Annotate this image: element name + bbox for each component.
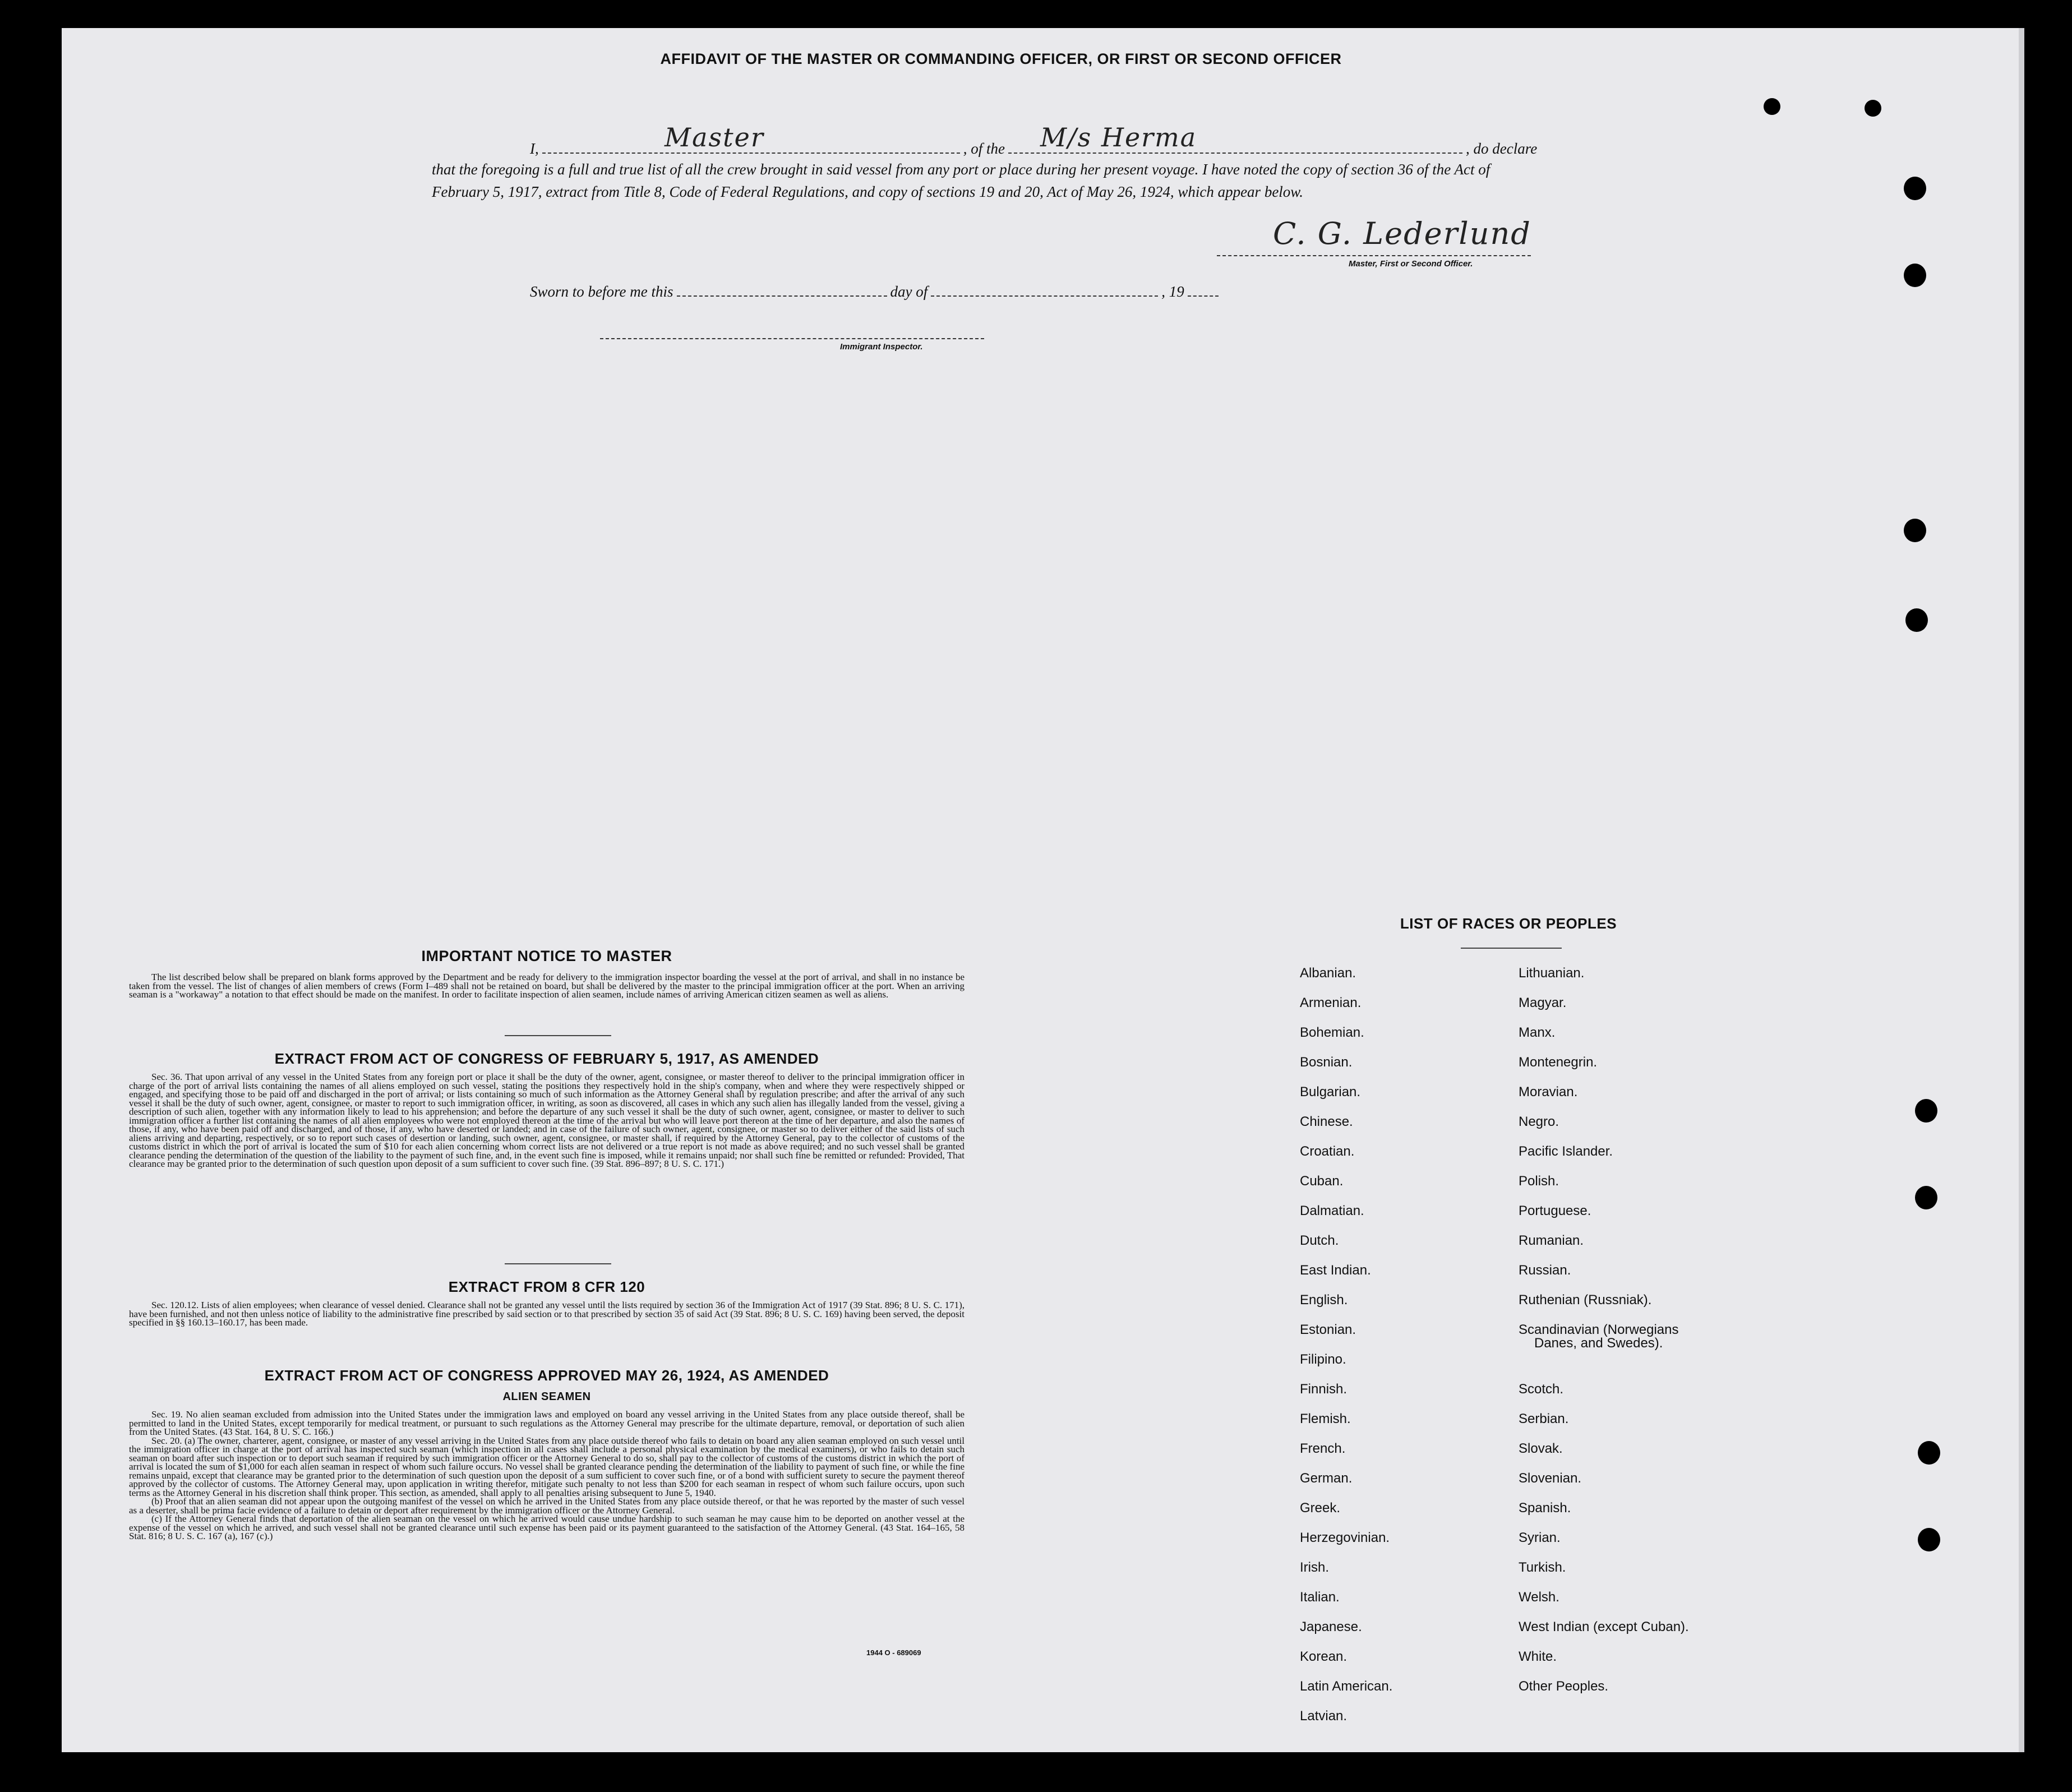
race-item: Korean. xyxy=(1300,1649,1348,1664)
notice-body xyxy=(129,973,965,999)
race-item: Bosnian. xyxy=(1300,1055,1353,1070)
race-item: West Indian (except Cuban). xyxy=(1519,1619,1689,1634)
race-item: Dutch. xyxy=(1300,1233,1339,1248)
races-title: LIST OF RACES OR PEOPLES xyxy=(1400,915,1617,932)
race-item: German. xyxy=(1300,1471,1353,1486)
race-item: English. xyxy=(1300,1292,1348,1308)
affidavit-declare-label: , do declare xyxy=(1466,140,1538,157)
races-left-column xyxy=(1300,966,1392,1738)
sec-20b-text: (b) Proof that an alien seaman did not appear upon the outgoing manifest of the vessel on which he arrived in the United States from any place outside thereof, or that he was reported by the master of such vessel as a deserter, shall be prima facie evidence of a failure to detain or deport after requirement by the immigration officer or the Attorney General. xyxy=(129,1496,965,1516)
race-item: Scotch. xyxy=(1519,1382,1564,1397)
handwritten-vessel-name: M/s Herma xyxy=(1040,122,1197,153)
punch-hole xyxy=(1915,1099,1937,1123)
race-item: Dalmatian. xyxy=(1300,1203,1364,1218)
race-item: Croatian. xyxy=(1300,1144,1355,1159)
punch-hole xyxy=(1904,264,1926,287)
race-item: Bulgarian. xyxy=(1300,1084,1361,1100)
punch-hole xyxy=(1915,1186,1937,1209)
race-item: East Indian. xyxy=(1300,1263,1371,1278)
race-item: Lithuanian. xyxy=(1519,966,1585,981)
sec-19-text: Sec. 19. No alien seaman excluded from admission into the United States under the immigration laws and employed on board any vessel arriving in the United States from any place outside thereof, shall be permitted to land in the United States, except temporarily for medical treatment, or pursuant to such regulations as the Attorney General may prescribe for the ultimate departure, removal, or deportation of such alien from the United States. (43 Stat. 164, 8 U. S. C. 166.) xyxy=(129,1409,965,1437)
extract-1917-title: EXTRACT FROM ACT OF CONGRESS OF FEBRUARY 5, 1917, AS AMENDED xyxy=(274,1050,819,1067)
affidavit-i-label: I, xyxy=(530,140,539,157)
sec-36-text: Sec. 36. That upon arrival of any vessel in the United States from any foreign port or place it shall be the duty of the owner, agent, consignee, or master thereof to deliver to the principal immigration officer in charge of the port of arrival lists containing the names of all aliens employed on such vessel, stating the positions they respectively hold in the ship's company, when and where they were respectively shipped or engaged, and specifying those to be paid off and discharged in the port of arrival; or lists containing so much of such information as the Attorney General shall by regulation prescribe; and after the arrival of any such vessel it shall be the duty of such owner, agent, consignee, or master to report to such immigration officer, in writing, as soon as discovered, all cases in which any such alien has illegally landed from the vessel, giving a description of such alien, together with any information likely to lead to his apprehension; and before the departure of any such vessel it shall be the duty of such owner, agent, consignee, or master to deliver to such immigration officer a further list containing the names of all alien employees who were not employed thereon at the time of the arrival but who will leave port thereon at the time of her departure, and also the names of those, if any, who have been paid off and discharged, and of those, if any, who have deserted or landed; and in case of the failure of such owner, agent, consignee, or master so to deliver either of the said lists of such aliens arriving and departing, respectively, or so to report such cases of desertion or landing, such owner, agent, consignee, or master shall, if required by the Attorney General, pay to the collector of customs of the customs district in which the port of arrival is located the sum of $10 for each alien concerning whom correct lists are not delivered or a true report is not made as above required; and no such vessel shall be granted clearance pending the determination of the question of the liability to the payment of such fine, and, in the event such fine is imposed, while it remains unpaid; nor shall such fine be remitted or refunded: Provided, That clearance may be granted prior to the determination of such question upon deposit of a sum sufficient to cover such fine. (39 Stat. 896–897; 8 U. S. C. 171.) xyxy=(129,1071,965,1169)
punch-hole xyxy=(1865,100,1881,117)
punch-hole xyxy=(1764,98,1780,115)
sec-20a-text: Sec. 20. (a) The owner, charterer, agent, consignee, or master of any vessel arriving in the United States from any place outside thereof who fails to detain on board any alien seaman employed on such vessel until the immigration officer in charge at the port of arrival has inspected such seaman (which inspection in all cases shall include a personal physical examination by the medical examiners), or who fails to detain such seaman on board after such inspection or to deport such seaman if required by such immigration officer or the Attorney General to do so, shall pay to the collector of customs of the customs district in which the port of arrival is located the sum of $1,000 for each alien seaman in respect of whom such failure occurs. No vessel shall be granted clearance pending the determination of the liability to payment of such fine, or while the fine remains unpaid, except that clearance may be granted prior to the determination of such question upon the deposit of a sum sufficient to cover such fine, or of a bond with sufficient surety to secure the payment thereof approved by the collector of customs. The Attorney General may, upon application in writing therefor, mitigate such penalty to not less than $200 for each seaman in respect of whom such failure occurs, upon such terms as the Attorney General in his discretion shall think proper. This section, as amended, shall apply to all penalties arising subsequent to June 5, 1940. xyxy=(129,1435,965,1498)
race-item: Serbian. xyxy=(1519,1411,1569,1426)
race-item: Latin American. xyxy=(1300,1679,1393,1694)
race-item: Japanese. xyxy=(1300,1619,1362,1634)
affidavit-body: that the foregoing is a full and true list of all the crew brought in said vessel from any port or place during her present voyage. I have noted the copy of section 36 of the Act of February 5, 1917, extract from Title 8, Code of Federal Regulations, and copy of sections 19 and 20, Act of May 26, 1924, which appear below. xyxy=(432,161,1490,200)
affidavit-of-the-label: , of the xyxy=(963,140,1005,157)
race-item: Irish. xyxy=(1300,1560,1330,1575)
notice-title: IMPORTANT NOTICE TO MASTER xyxy=(421,948,672,964)
alien-seamen-subtitle: ALIEN SEAMEN xyxy=(502,1391,591,1403)
race-item: Turkish. xyxy=(1519,1560,1566,1575)
extract-1924-body xyxy=(129,1410,965,1541)
race-item: White. xyxy=(1519,1649,1557,1664)
race-item: Ruthenian (Russniak). xyxy=(1519,1292,1652,1308)
extract-1924-title: EXTRACT FROM ACT OF CONGRESS APPROVED MAY 26, 1924, AS AMENDED xyxy=(264,1367,829,1384)
races-right-column xyxy=(1519,966,1689,1708)
sworn-year: , 19 xyxy=(1161,283,1184,300)
race-item: Estonian. xyxy=(1300,1322,1356,1337)
punch-hole xyxy=(1905,608,1928,632)
race-item: French. xyxy=(1300,1441,1346,1456)
sworn-prefix: Sworn to before me this xyxy=(530,283,673,300)
race-item: Spanish. xyxy=(1519,1500,1571,1516)
race-item: Greek. xyxy=(1300,1500,1341,1516)
print-code: 1944 O - 689069 xyxy=(866,1648,921,1657)
race-item: Albanian. xyxy=(1300,966,1356,981)
handwritten-name: Master xyxy=(664,122,764,153)
race-item: Moravian. xyxy=(1519,1084,1578,1100)
race-item: Cuban. xyxy=(1300,1174,1344,1189)
race-item: Russian. xyxy=(1519,1263,1571,1278)
race-item: Italian. xyxy=(1300,1590,1340,1605)
race-item: Magyar. xyxy=(1519,995,1567,1010)
race-item: Scandinavian (Norwegians xyxy=(1519,1322,1679,1337)
race-item: Manx. xyxy=(1519,1025,1556,1040)
extract-cfr-title: EXTRACT FROM 8 CFR 120 xyxy=(448,1278,645,1295)
divider xyxy=(505,1035,611,1036)
race-item: Armenian. xyxy=(1300,995,1362,1010)
race-item: Rumanian. xyxy=(1519,1233,1584,1248)
sworn-day-of: day of xyxy=(890,283,928,300)
extract-cfr-body xyxy=(129,1301,965,1327)
race-item: Finnish. xyxy=(1300,1382,1348,1397)
affidavit-title: AFFIDAVIT OF THE MASTER OR COMMANDING OFFICER, OR FIRST OR SECOND OFFICER xyxy=(660,50,1342,67)
race-item: Montenegrin. xyxy=(1519,1055,1598,1070)
divider xyxy=(1461,948,1562,949)
inspector-signature-line xyxy=(600,338,984,339)
race-item: Danes, and Swedes). xyxy=(1534,1336,1663,1351)
punch-hole xyxy=(1904,177,1926,200)
race-item: Welsh. xyxy=(1519,1590,1559,1605)
race-item: Other Peoples. xyxy=(1519,1679,1609,1694)
race-item: Slovak. xyxy=(1519,1441,1563,1456)
race-item: Flemish. xyxy=(1300,1411,1351,1426)
page-edge xyxy=(2019,28,2024,1752)
extract-1917-body xyxy=(129,1073,965,1169)
race-item: Syrian. xyxy=(1519,1530,1561,1545)
race-item: Bohemian. xyxy=(1300,1025,1364,1040)
race-item: Slovenian. xyxy=(1519,1471,1582,1486)
race-item: Filipino. xyxy=(1300,1352,1346,1367)
signature-caption: Master, First or Second Officer. xyxy=(1349,259,1473,269)
race-item: Chinese. xyxy=(1300,1114,1353,1129)
sec-120-12-text: Sec. 120.12. Lists of alien employees; when clearance of vessel denied. Clearance shall not be granted any vessel until the lists required by section 36 of the Immigration Act of 1917 (39 Stat. 896; 8 U. S. C. 171), have been furnished, and not then unless notice of liability to the administrative fine prescribed by said section or to that prescribed by section 35 of said Act (39 Stat. 896; 8 U. S. C. 169) having been served, the deposit specified in §§ 160.13–160.17, has been made. xyxy=(129,1300,965,1328)
punch-hole xyxy=(1904,519,1926,542)
race-item: Portuguese. xyxy=(1519,1203,1591,1218)
race-item: Pacific Islander. xyxy=(1519,1144,1613,1159)
signature-line xyxy=(1217,255,1531,256)
sec-20c-text: (c) If the Attorney General finds that deportation of the alien seaman on the vessel on which he arrived would cause undue hardship to such seaman he may cause him to be deported on another vessel at the expense of the vessel on which he arrived, and such vessel shall not be granted clearance until such expense has been paid or its payment guaranteed to the satisfaction of the Attorney General. (43 Stat. 164–165, 58 Stat. 816; 8 U. S. C. 167 (a), 167 (c).) xyxy=(129,1513,965,1541)
race-item: Negro. xyxy=(1519,1114,1559,1129)
divider xyxy=(505,1263,611,1264)
race-item: Polish. xyxy=(1519,1174,1559,1189)
punch-hole xyxy=(1918,1528,1940,1551)
punch-hole xyxy=(1918,1441,1940,1465)
inspector-caption: Immigrant Inspector. xyxy=(840,342,923,352)
race-item: Herzegovinian. xyxy=(1300,1530,1390,1545)
notice-text: The list described below shall be prepared on blank forms approved by the Department and be ready for delivery to the immigration inspector boarding the vessel at the port of arrival, and shall in no instance be taken from the vessel. The list of changes of alien members of crews (Form I–489 shall not be retained on board, but shall be delivered by the master to the principal immigration officer at the port. When an arriving seaman is a "workaway" a notation to that effect should be made on the manifest. In order to facilitate inspection of alien seamen, include names of arriving American citizen seamen as well as aliens. xyxy=(129,972,965,1000)
sworn-line xyxy=(530,283,1222,301)
race-item: Latvian. xyxy=(1300,1708,1348,1724)
master-signature: C. G. Lederlund xyxy=(1273,216,1531,251)
